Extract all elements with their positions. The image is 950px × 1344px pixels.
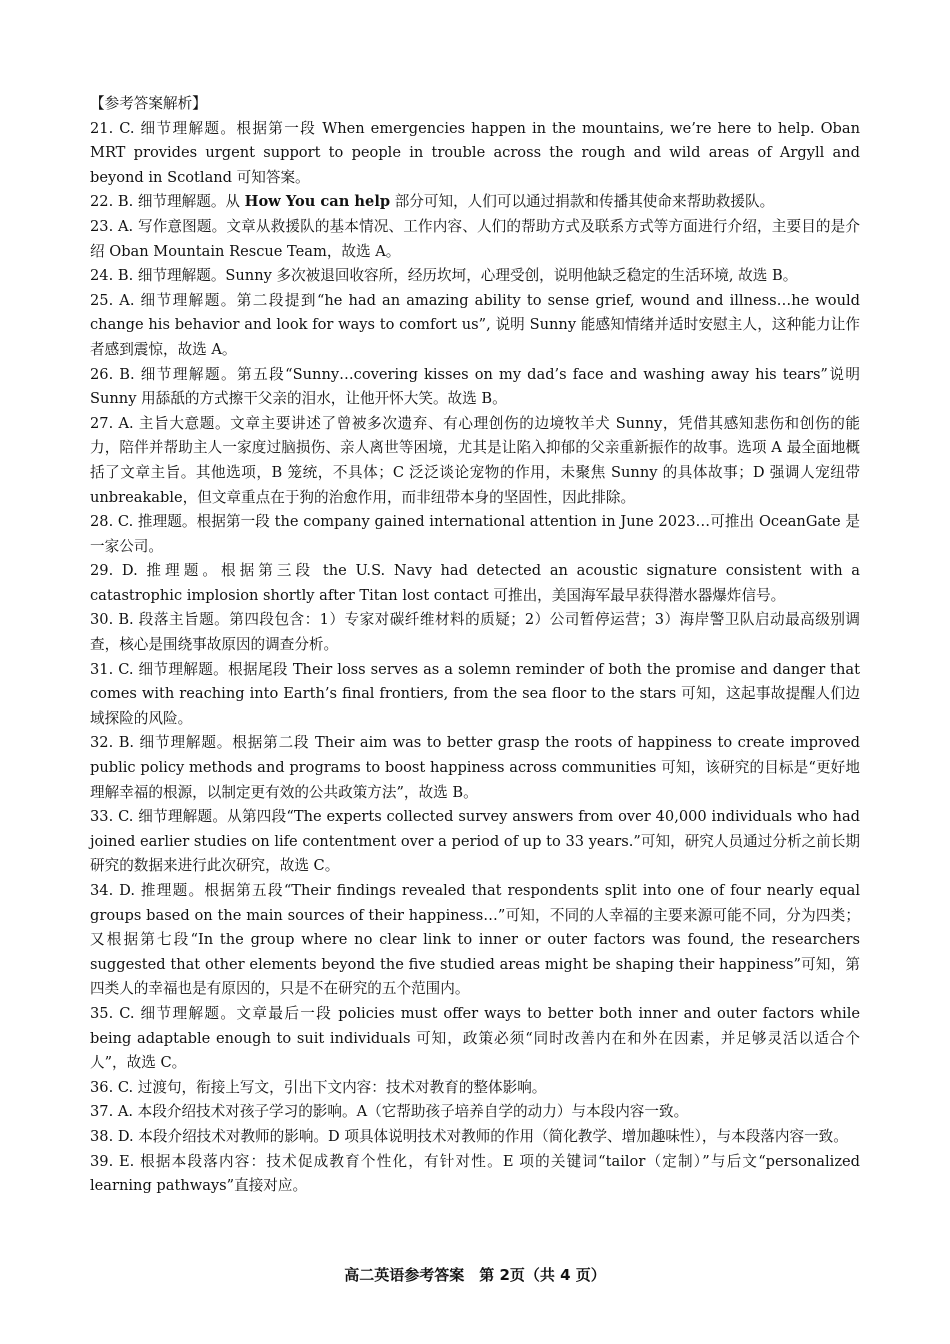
answer-item-32: 32. B. 细节理解题。根据第二段 Their aim was to better grasp the roots of happiness to create improved public policy methods and programs to boost happiness across communities 可知，该研究的目标是“更好地理解幸福的根源，以制定更有效的公共政策方法”，故选 B。	[90, 734, 860, 801]
answer-item-38: 38. D. 本段介绍技术对教师的影响。D 项具体说明技术对教师的作用（简化教学、增加趣味性），与本段落内容一致。	[90, 1127, 848, 1145]
section-heading: 【参考答案解析】	[90, 95, 207, 112]
answer-item-22-bold: How You can help	[244, 193, 391, 211]
answer-item-28: 28. C. 推理题。根据第一段 the company gained international attention in June 2023…可推出 OceanGate 是一家公司。	[90, 513, 860, 555]
answer-item-21: 21. C. 细节理解题。根据第一段 When emergencies happen in the mountains, we’re here to help. Oban MRT provides urgent support to people in trouble across the rough and wild areas of Argyll and beyond in Scotland 可知答案。	[90, 119, 860, 186]
answer-item-26: 26. B. 细节理解题。第五段“Sunny…covering kisses on my dad’s face and washing away his tears”说明 Sunny 用舔舐的方式擦干父亲的泪水，让他开怀大笑。故选 B。	[90, 365, 860, 408]
answer-item-37: 37. A. 本段介绍技术对孩子学习的影响。A（它帮助孩子培养自学的动力）与本段内容一致。	[90, 1103, 689, 1121]
answer-item-33: 33. C. 细节理解题。从第四段“The experts collected survey answers from over 40,000 individuals who had joined earlier studies on life contentment over a period of up to 33 years.”可知，研究人员通过分析之前长期研究的数据来进行此次研究，故选 C。	[90, 808, 860, 875]
answer-item-36: 36. C. 过渡句，衔接上写文，引出下文内容：技术对教育的整体影响。	[90, 1078, 547, 1096]
answer-item-34: 34. D. 推理题。根据第五段“Their findings revealed that respondents split into one of four nearly equal groups based on the main sources of their happiness…”可知，不同的人幸福的主要来源可能不同，分为四类；又根据第七段“In the group where no clear link to inner or outer factors was found, the researchers suggested that other elements beyond the five studied areas might be shaping their happiness”可知，第四类人的幸福也是有原因的，只是不在研究的五个范围内。	[90, 882, 860, 998]
answer-item-30: 30. B. 段落主旨题。第四段包含：1）专家对碳纤维材料的质疑；2）公司暂停运营；3）海岸警卫队启动最高级别调查，核心是围绕事故原因的调查分析。	[90, 611, 860, 654]
answer-item-29: 29. D. 推理题。根据第三段 the U.S. Navy had detected an acoustic signature consistent with a catastrophic implosion shortly after Titan lost contact 可推出，美国海军最早获得潜水器爆炸信号。	[90, 562, 860, 604]
answer-item-39: 39. E. 根据本段落内容：技术促成教育个性化，有针对性。E 项的关键词“tailor（定制）”与后文“personalized learning pathways”直接对应。	[90, 1152, 860, 1195]
page-footer: 高二英语参考答案 第 2页（共 4 页）	[344, 1266, 606, 1284]
answer-item-23: 23. A. 写作意图题。文章从救援队的基本情况、工作内容、人们的帮助方式及联系方式等方面进行介绍，主要目的是介绍 Oban Mountain Rescue Team，故选 A。	[90, 217, 860, 260]
answer-item-25: 25. A. 细节理解题。第二段提到“he had an amazing ability to sense grief, wound and illness…he would change his behavior and look for ways to comfort us”, 说明 Sunny 能感知情绪并适时安慰主人，这种能力让作者感到震惊，故选 A。	[90, 291, 860, 358]
answer-item-35: 35. C. 细节理解题。文章最后一段 policies must offer ways to better both inner and outer factors while being adaptable enough to suit individuals 可知，政策必须“同时改善内在和外在因素，并足够灵活以适合个人”，故选 C。	[90, 1004, 860, 1072]
answer-item-22	[90, 190, 860, 215]
answer-item-22-pre: 22. B. 细节理解题。从	[90, 193, 245, 211]
answer-explanations	[90, 92, 860, 1199]
answer-item-22-post: 部分可知，人们可以通过捐款和传播其使命来帮助救援队。	[390, 193, 775, 211]
answer-item-24: 24. B. 细节理解题。Sunny 多次被退回收容所，经历坎坷，心理受创，说明他缺乏稳定的生活环境, 故选 B。	[90, 267, 798, 285]
answer-item-31: 31. C. 细节理解题。根据尾段 Their loss serves as a solemn reminder of both the promise and danger that comes with reaching into Earth’s final frontiers, from the sea floor to the stars 可知，这起事故提醒人们边域探险的风险。	[90, 660, 860, 727]
answer-item-27: 27. A. 主旨大意题。文章主要讲述了曾被多次遗弃、有心理创伤的边境牧羊犬 Sunny，凭借其感知悲伤和创伤的能力，陪伴并帮助主人一家度过脑损伤、亲人离世等困境，尤其是让陷入抑郁的父亲重新振作的故事。选项 A 最全面地概括了文章主旨。其他选项，B 笼统，不具体；C 泛泛谈论宠物的作用，未聚焦 Sunny 的具体故事；D 强调人宠纽带 unbreakable，但文章重点在于狗的治愈作用，而非纽带本身的坚固性，因此排除。	[90, 414, 860, 506]
